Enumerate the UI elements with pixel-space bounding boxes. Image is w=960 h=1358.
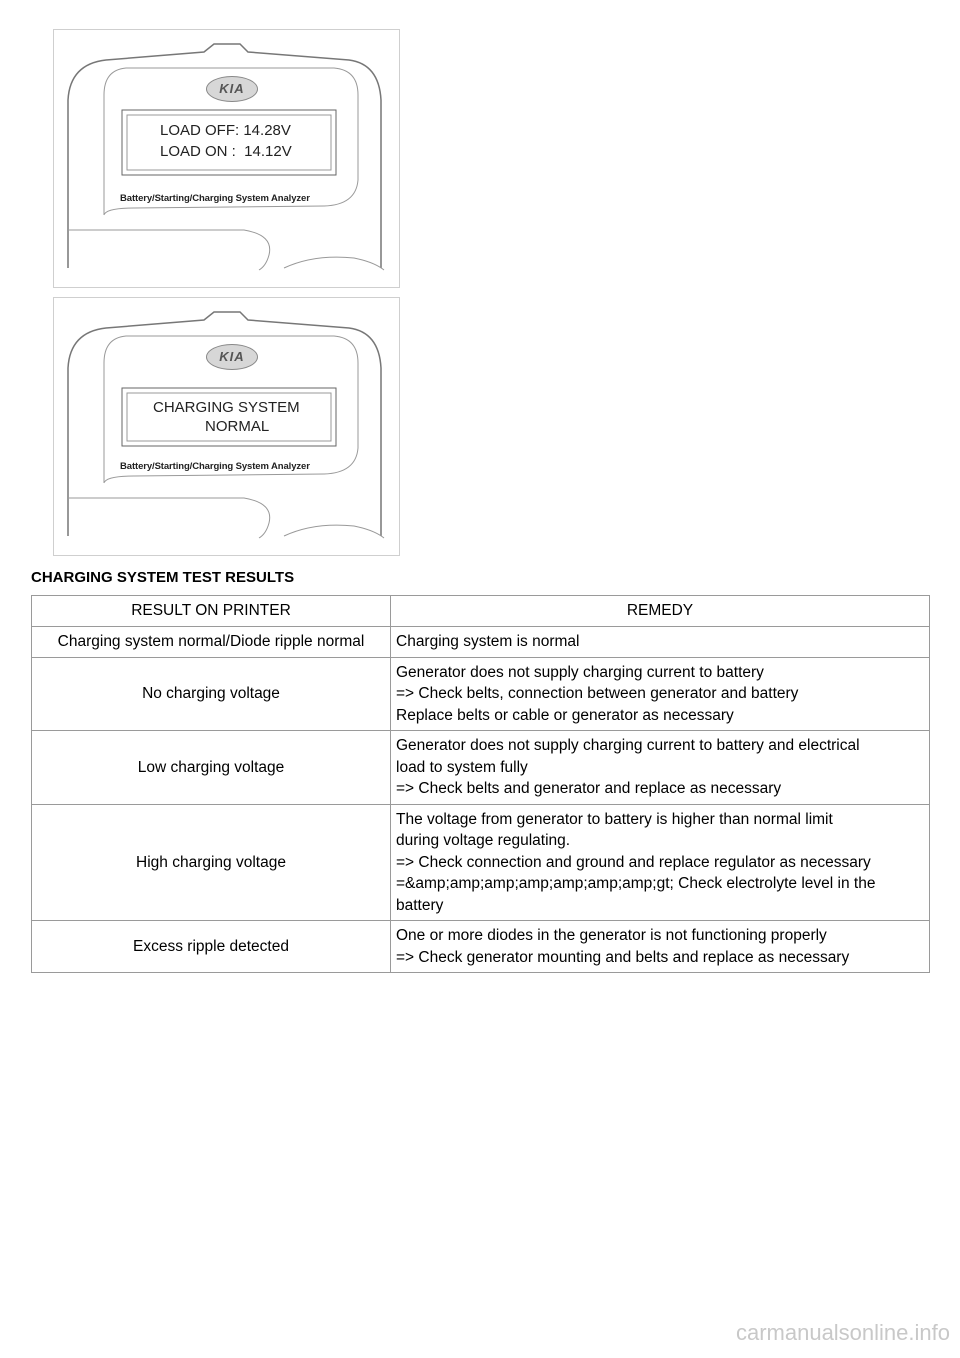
screen-line-2: NORMAL [205, 418, 270, 435]
watermark: carmanualsonline.info [735, 1320, 950, 1345]
analyzer-figure-status [53, 297, 400, 556]
remedy-line: =&amp;amp;amp;amp;amp;amp;amp;gt; Check electrolyte level in the [396, 875, 876, 892]
column-header-result: RESULT ON PRINTER [32, 596, 391, 627]
result-cell: Charging system normal/Diode ripple normal [32, 627, 391, 658]
remedy-line: load to system fully [396, 758, 528, 776]
table-row [32, 657, 930, 731]
result-cell: No charging voltage [32, 657, 391, 731]
screen-line-1: LOAD OFF: 14.28V [160, 122, 291, 139]
table-row [32, 804, 930, 921]
table-row [32, 627, 930, 658]
remedy-line: => Check generator mounting and belts and replace as necessary [396, 948, 850, 966]
kia-logo: KIA [206, 344, 258, 370]
column-header-remedy: REMEDY [391, 596, 930, 627]
device-label: Battery/Starting/Charging System Analyzer [120, 461, 310, 472]
section-title: CHARGING SYSTEM TEST RESULTS [31, 569, 295, 586]
result-cell: Excess ripple detected [32, 921, 391, 973]
result-cell: High charging voltage [32, 804, 391, 921]
remedy-line: Generator does not supply charging current to battery and electrical [396, 737, 860, 754]
table-header-row [32, 596, 930, 627]
remedy-line: One or more diodes in the generator is not functioning properly [396, 927, 827, 944]
screen-line-1: CHARGING SYSTEM [153, 399, 300, 416]
remedy-line: Charging system is normal [396, 633, 580, 650]
remedy-line: Replace belts or cable or generator as necessary [396, 706, 734, 724]
device-label: Battery/Starting/Charging System Analyzer [120, 193, 310, 204]
table-row [32, 731, 930, 805]
remedy-line: Generator does not supply charging current to battery [396, 663, 764, 681]
analyzer-figure-load [53, 29, 400, 288]
kia-logo: KIA [206, 76, 258, 102]
remedy-line: battery [396, 896, 444, 914]
remedy-cell [391, 731, 930, 805]
remedy-line: during voltage regulating. [396, 832, 571, 849]
remedy-line: => Check belts and generator and replace as necessary [396, 780, 782, 797]
remedy-cell [391, 804, 930, 921]
remedy-line: => Check belts, connection between generator and battery [396, 685, 799, 702]
remedy-cell [391, 627, 930, 658]
remedy-line: The voltage from generator to battery is higher than normal limit [396, 810, 833, 828]
result-cell: Low charging voltage [32, 731, 391, 805]
remedy-cell [391, 921, 930, 973]
remedy-line: => Check connection and ground and replace regulator as necessary [396, 853, 871, 871]
remedy-cell [391, 657, 930, 731]
table-row [32, 921, 930, 973]
results-table [31, 595, 930, 973]
screen-line-2: LOAD ON : 14.12V [160, 143, 292, 160]
